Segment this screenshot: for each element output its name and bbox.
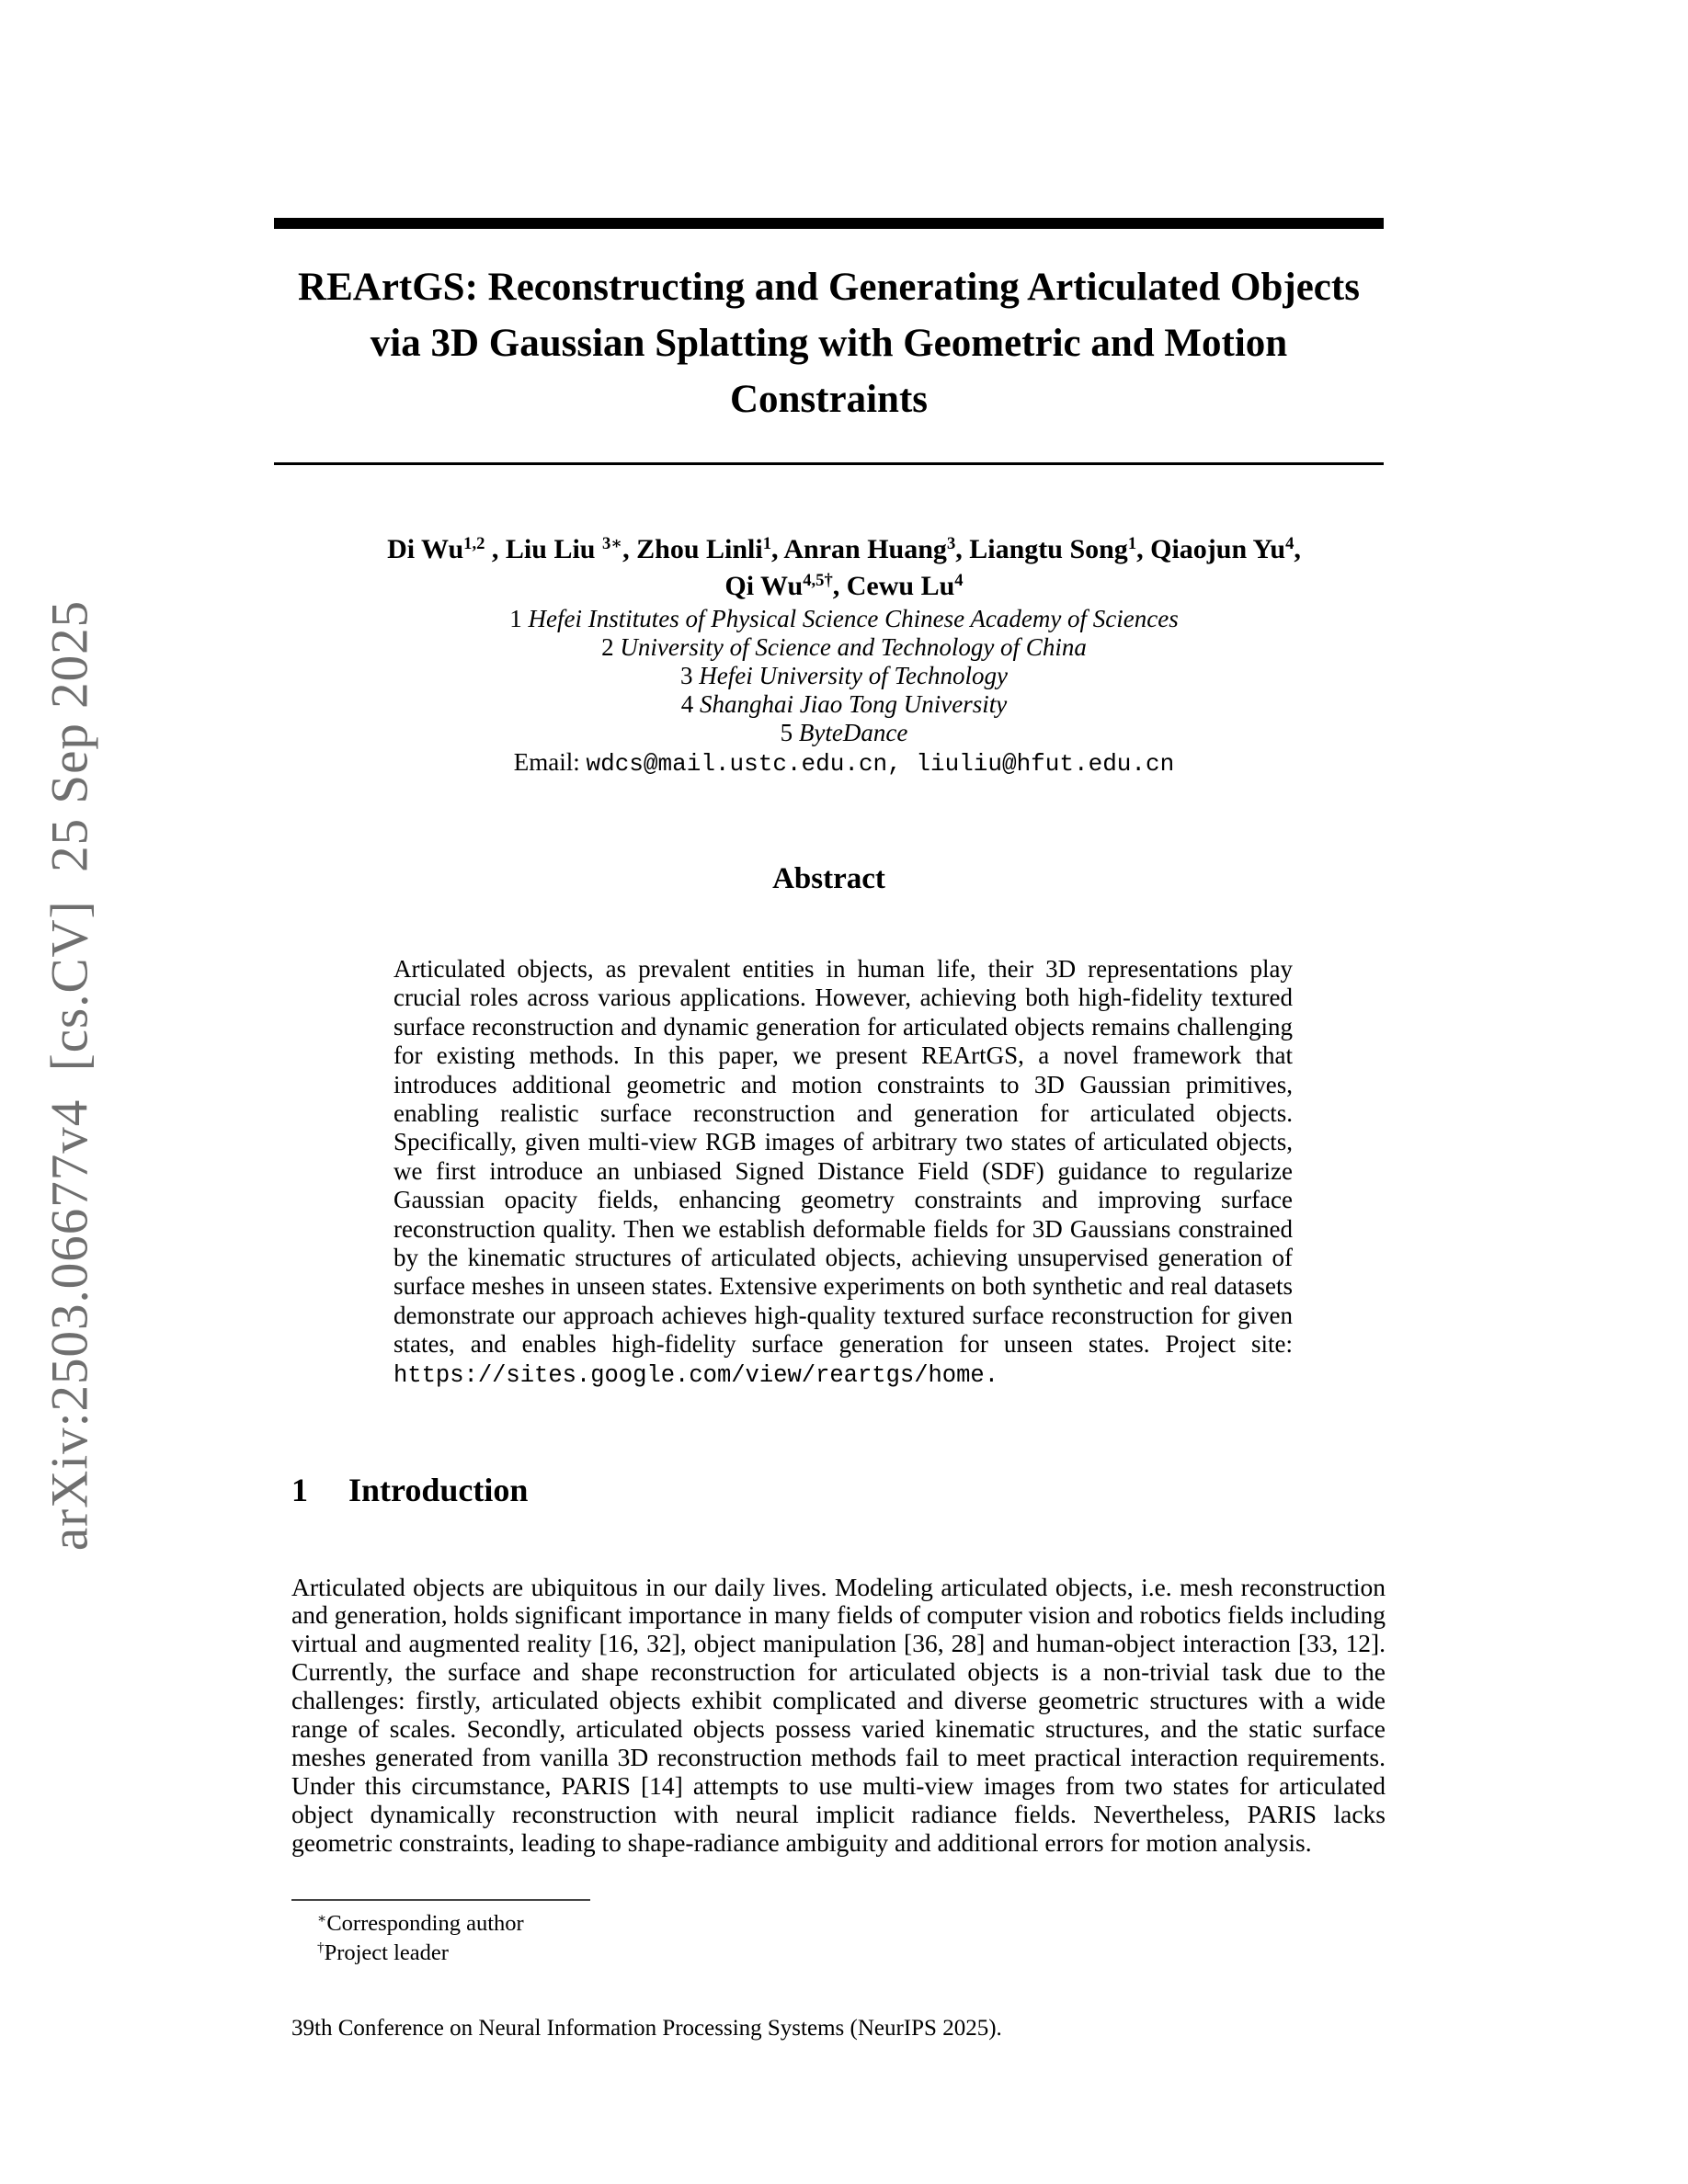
affiliation-number: 2: [601, 633, 614, 661]
footnote-marker: ∗: [317, 1910, 327, 1927]
author-superscript: 4: [1285, 533, 1295, 553]
author-superscript: 1: [762, 533, 772, 553]
section-title: Introduction: [348, 1472, 529, 1508]
affiliation-line: [221, 662, 1467, 690]
footnote-text: Project leader: [324, 1939, 449, 1965]
author-line-1: [221, 531, 1467, 568]
author-separator: ,: [955, 534, 970, 564]
footnote-corresponding-author: [317, 1909, 1145, 1939]
author-separator: ,: [832, 571, 847, 601]
author-superscript: 1: [1127, 533, 1137, 553]
affiliation-line: [221, 633, 1467, 662]
title-rule-top: [274, 218, 1384, 229]
author-separator: ,: [622, 534, 637, 564]
affiliation-number: 5: [780, 719, 793, 746]
footnote-marker: †: [317, 1939, 325, 1956]
author-superscript: 4: [954, 570, 964, 590]
abstract-text: Articulated objects, as prevalent entities in human life, their 3D representations play crucial roles across various applications. However, achieving both high-fidelity textured surface reconstruction and dynamic generation for articulated objects remains challenging for existing methods. In this paper, we present REArtGS, a novel framework that introduces additional geometric and motion constraints to 3D Gaussian primitives, enabling realistic surface reconstruction and generation for articulated objects. Specifically, given multi-view RGB images of arbitrary two states of articulated objects, we first introduce an unbiased Signed Distance Field (SDF) guidance to regularize Gaussian opacity fields, enhancing geometry constraints and improving surface reconstruction quality. Then we establish deformable fields for 3D Gaussians constrained by the kinematic structures of articulated objects, achieving unsupervised generation of surface meshes in unseen states. Extensive experiments on both synthetic and real datasets demonstrate our approach achieves high-quality textured surface reconstruction for given states, and enables high-fidelity surface generation for unseen states. Project site:: [393, 955, 1293, 1359]
author-name: Liu Liu: [505, 534, 602, 564]
title-rule-bottom: [274, 462, 1384, 465]
authors-block: [221, 531, 1467, 779]
author-separator: ,: [1136, 534, 1151, 564]
author-name: Liangtu Song: [969, 534, 1128, 564]
affiliation-line: [221, 719, 1467, 747]
affiliation-name: Hefei University of Technology: [699, 662, 1008, 689]
email-label: Email:: [513, 748, 587, 776]
footnote-project-leader: [317, 1939, 1145, 1968]
email-line: [221, 747, 1467, 779]
author-separator: ,: [771, 534, 784, 564]
affiliation-number: 1: [509, 605, 522, 632]
section-heading-introduction: [291, 1471, 1386, 1509]
author-name: Di Wu: [387, 534, 464, 564]
author-name: Anran Huang: [783, 534, 947, 564]
author-separator: ,: [1294, 534, 1301, 564]
footnote-text: Corresponding author: [326, 1911, 524, 1936]
author-name: Cewu Lu: [846, 571, 955, 601]
author-superscript: 4,5†: [803, 570, 833, 590]
abstract-paragraph: [393, 955, 1293, 1390]
author-line-2: [221, 568, 1467, 605]
author-superscript: 1,2: [463, 533, 485, 553]
conference-footer: 39th Conference on Neural Information Processing Systems (NeurIPS 2025).: [291, 2016, 1002, 2041]
affiliation-number: 4: [680, 690, 694, 718]
affiliation-name: University of Science and Technology of China: [620, 633, 1087, 661]
author-superscript: 3∗: [601, 533, 623, 553]
author-name: Zhou Linli: [636, 534, 763, 564]
affiliation-number: 3: [680, 662, 693, 689]
page-title: REArtGS: Reconstructing and Generating Articulated Objects via 3D Gaussian Splatting with Geometric and Motion Constraints: [298, 266, 1360, 421]
affiliation-name: Hefei Institutes of Physical Science Chinese Academy of Sciences: [528, 605, 1179, 632]
author-name: Qi Wu: [724, 571, 804, 601]
abstract-heading: Abstract: [772, 862, 885, 895]
footnote-rule: [291, 1899, 590, 1901]
affiliation-name: ByteDance: [798, 719, 908, 746]
introduction-paragraph: Articulated objects are ubiquitous in our daily lives. Modeling articulated objects, i.e. mesh reconstruction and generation, holds significant importance in many fields of computer vision and robotics fields including virtual and augmented reality [16, 32], object manipulation [36, 28] and human-object interaction [33, 12]. Currently, the surface and shape reconstruction for articulated objects is a non-trivial task due to the challenges: firstly, articulated objects exhibit complicated and diverse geometric structures with a wide range of scales. Secondly, articulated objects possess varied kinematic structures, and the static surface meshes generated from vanilla 3D reconstruction methods fail to meet practical interaction requirements. Under this circumstance, PARIS [14] attempts to use multi-view images from two states for articulated object dynamically reconstruction with neural implicit radiance fields. Nevertheless, PARIS lacks geometric constraints, leading to shape-radiance ambiguity and additional errors for motion analysis.: [291, 1572, 1386, 1857]
affiliation-line: [221, 605, 1467, 633]
email-addresses: wdcs@mail.ustc.edu.cn, liuliu@hfut.edu.cn: [586, 750, 1175, 778]
author-name: Qiaojun Yu: [1150, 534, 1286, 564]
affiliation-line: [221, 690, 1467, 719]
author-superscript: 3: [946, 533, 956, 553]
arxiv-watermark: arXiv:2503.06677v4 [cs.CV] 25 Sep 2025: [40, 599, 99, 1552]
footnotes: [317, 1909, 1145, 1967]
affiliation-name: Shanghai Jiao Tong University: [700, 690, 1008, 718]
author-separator: ,: [485, 534, 506, 564]
project-site-link[interactable]: https://sites.google.com/view/reartgs/home.: [393, 1361, 999, 1389]
section-number: 1: [291, 1472, 308, 1508]
